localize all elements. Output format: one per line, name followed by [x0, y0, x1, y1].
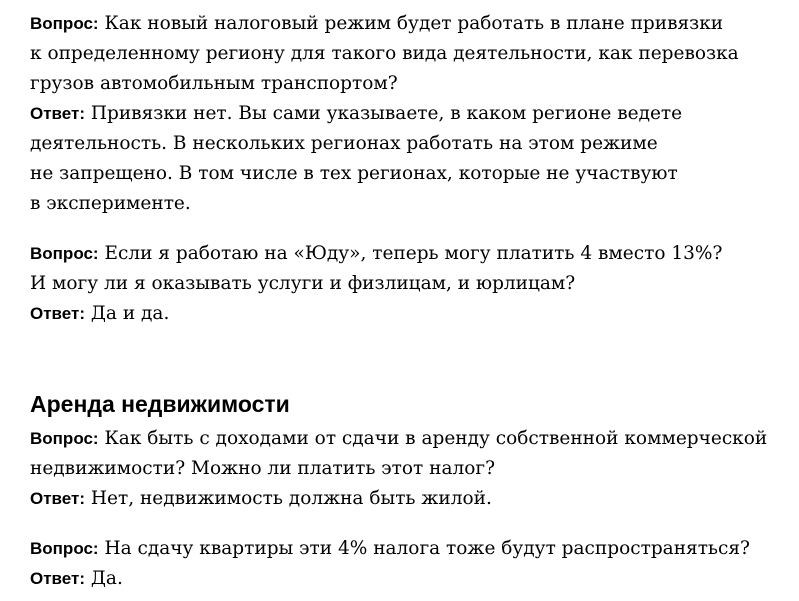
answer-label: Ответ: — [30, 304, 85, 323]
question-text: Если я работаю на «Юду», теперь могу платить 4 вместо 13%? — [98, 243, 723, 264]
question-label: Вопрос: — [30, 429, 99, 448]
question-label: Вопрос: — [30, 14, 99, 33]
answer-text: не запрещено. В том числе в тех регионах, которые не участвуют — [30, 163, 678, 184]
answer-text: Да. — [85, 568, 123, 589]
question-text: И могу ли я оказывать услуги и физлицам, и юрлицам? — [30, 273, 576, 294]
qa-block — [30, 239, 790, 329]
question-text: недвижимости? Можно ли платить этот налог? — [30, 458, 496, 479]
question-text: Как быть с доходами от сдачи в аренду собственной коммерческой — [98, 428, 768, 449]
question-text: к определенному региону для такого вида деятельности, как перевозка — [30, 43, 739, 64]
question-label: Вопрос: — [30, 539, 99, 558]
qa-block — [30, 9, 790, 219]
question-label: Вопрос: — [30, 244, 99, 263]
answer-label: Ответ: — [30, 569, 85, 588]
article-content — [30, 9, 790, 594]
answer-text: Да и да. — [85, 303, 170, 324]
answer-text: Нет, недвижимость должна быть жилой. — [85, 488, 492, 509]
section-heading: Аренда недвижимости — [30, 391, 290, 417]
qa-block — [30, 534, 790, 594]
question-text: грузов автомобильным транспортом? — [30, 73, 398, 94]
answer-label: Ответ: — [30, 104, 85, 123]
question-text: Как новый налоговый режим будет работать в плане привязки — [98, 13, 724, 34]
answer-text: Привязки нет. Вы сами указываете, в каком регионе ведете — [85, 103, 683, 124]
answer-text: в эксперименте. — [30, 193, 191, 214]
question-text: На сдачу квартиры эти 4% налога тоже будут распространяться? — [98, 538, 750, 559]
answer-label: Ответ: — [30, 489, 85, 508]
qa-block — [30, 424, 790, 514]
answer-text: деятельность. В нескольких регионах работать на этом режиме — [30, 133, 658, 154]
